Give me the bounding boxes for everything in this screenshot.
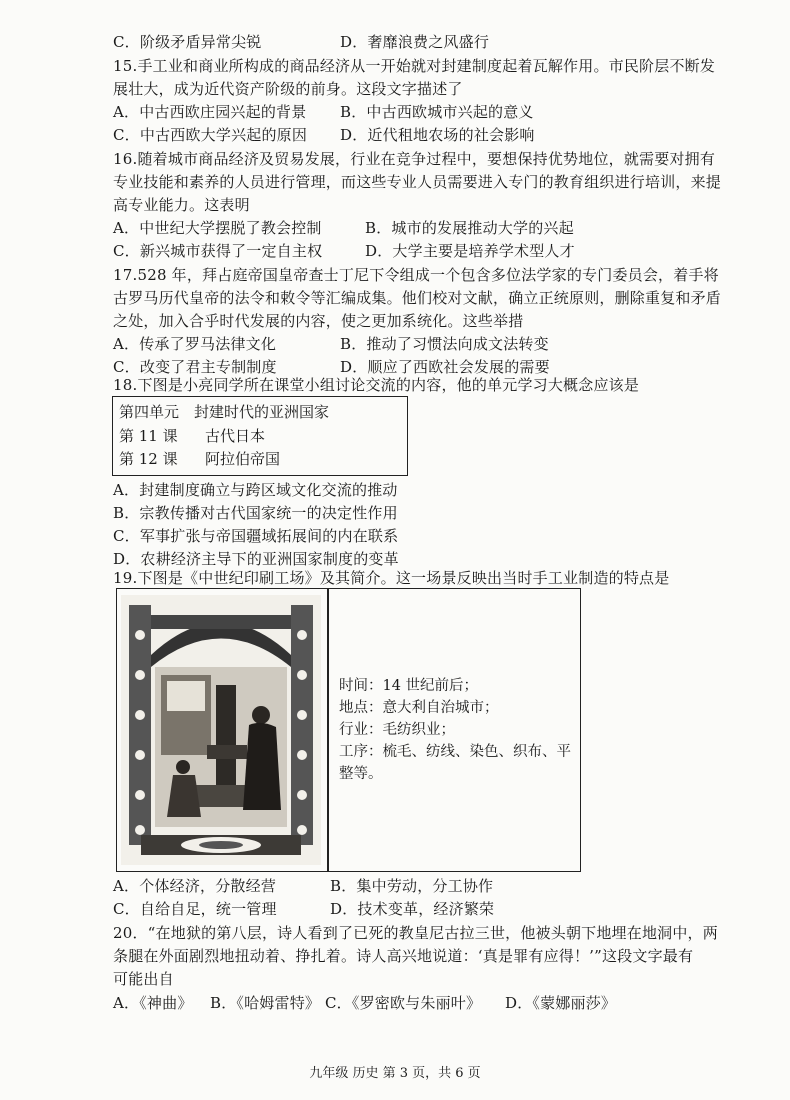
q16-stem-line1: 16.随着城市商品经济及贸易发展，行业在竞争过程中，要想保持优势地位，就需要对拥有 [113, 150, 716, 168]
q18-lesson-number: 第 11 课 [119, 427, 178, 445]
q15-option-a: A．中古西欧庄园兴起的背景 [113, 103, 307, 121]
q19-stem: 19.下图是《中世纪印刷工场》及其简介。这一场景反映出当时手工业制造的特点是 [113, 569, 670, 587]
q19-option-a: A．个体经济，分散经营 [113, 877, 277, 895]
q18-lesson-row [119, 449, 399, 469]
q15-stem-line1: 15.手工业和商业所构成的商品经济从一开始就对封建制度起着瓦解作用。市民阶层不断发 [113, 57, 716, 75]
q18-option-b: B．宗教传播对古代国家统一的决定性作用 [113, 504, 398, 522]
q16-stem-line3: 高专业能力。这表明 [113, 196, 250, 214]
q20-stem-line2: 条腿在外面剧烈地扭动着、挣扎着。诗人高兴地说道：‘真是罪有应得！’”这段文字最有 [113, 947, 694, 965]
q19-info-industry: 行业：毛纺织业； [339, 722, 455, 738]
page-footer: 九年级 历史 第 3 页，共 6 页 [309, 1066, 481, 1081]
q18-lesson-title: 古代日本 [205, 427, 266, 445]
q18-lesson-row [119, 426, 399, 446]
q16-stem-line2: 专业技能和素养的人员进行管理，而这些专业人员需要进入专门的教育组织进行培训，来提 [113, 173, 722, 191]
q20-option-a: A．《神曲》 [113, 994, 193, 1012]
q17-stem-line2: 古罗马历代皇帝的法令和敕令等汇编成集。他们校对文献，确立正统原则，删除重复和矛盾 [113, 289, 722, 307]
q18-option-c: C．军事扩张与帝国疆域拓展间的内在联系 [113, 527, 399, 545]
q20-option-b: B．《哈姆雷特》 [210, 994, 321, 1012]
q17-option-a: A．传承了罗马法律文化 [113, 335, 277, 353]
q17-option-c: C．改变了君主专制制度 [113, 358, 277, 376]
q19-option-b: B．集中劳动，分工协作 [330, 877, 494, 895]
q18-unit-title: 第四单元 封建时代的亚洲国家 [119, 403, 330, 421]
q20-option-d: D．《蒙娜丽莎》 [505, 994, 617, 1012]
q18-lesson-title: 阿拉伯帝国 [205, 450, 281, 468]
q19-info-process-cont: 整等。 [339, 766, 383, 782]
q19-info-process: 工序：梳毛、纺线、染色、织布、平 [339, 744, 571, 760]
q19-info-place: 地点：意大利自治城市； [339, 700, 499, 716]
q20-option-c: C．《罗密欧与朱丽叶》 [325, 994, 482, 1012]
q20-stem-line1: 20．“在地狱的第八层，诗人看到了已死的教皇尼古拉三世，他被头朝下地埋在地洞中，两 [113, 924, 718, 942]
q17-option-b: B．推动了习惯法向成文法转变 [340, 335, 549, 353]
q16-option-b: B．城市的发展推动大学的兴起 [365, 219, 574, 237]
q15-stem-line2: 展壮大，成为近代资产阶级的前身。这段文字描述了 [113, 80, 463, 98]
q19-info-time: 时间：14 世纪前后； [339, 678, 479, 694]
q14-option-c: C．阶级矛盾异常尖锐 [113, 33, 262, 51]
q17-stem-line1: 17.528 年，拜占庭帝国皇帝查士丁尼下令组成一个包含多位法学家的专门委员会，着手将 [113, 266, 719, 284]
q19-figure-box [116, 588, 581, 872]
q19-option-d: D．技术变革，经济繁荣 [330, 900, 495, 918]
q20-stem-line3: 可能出自 [113, 970, 174, 988]
q18-option-d: D．农耕经济主导下的亚洲国家制度的变革 [113, 550, 399, 568]
figure-divider [327, 589, 329, 871]
q18-option-a: A．封建制度确立与跨区域文化交流的推动 [113, 481, 398, 499]
q14-option-d: D．奢靡浪费之风盛行 [340, 33, 490, 51]
q18-unit-box [112, 396, 408, 476]
q15-option-b: B．中古西欧城市兴起的意义 [340, 103, 534, 121]
q15-option-d: D．近代租地农场的社会影响 [340, 126, 535, 144]
q18-lesson-number: 第 12 课 [119, 450, 178, 468]
printing-workshop-illustration [121, 595, 321, 865]
q18-stem: 18.下图是小亮同学所在课堂小组讨论交流的内容，他的单元学习大概念应该是 [113, 376, 640, 394]
q15-option-c: C．中古西欧大学兴起的原因 [113, 126, 308, 144]
q19-info-panel [339, 675, 573, 785]
q19-option-c: C．自给自足，统一管理 [113, 900, 277, 918]
q17-stem-line3: 之处，加入合乎时代发展的内容，使之更加系统化。这些举措 [113, 312, 524, 330]
q17-option-d: D．顺应了西欧社会发展的需要 [340, 358, 550, 376]
q16-option-a: A．中世纪大学摆脱了教会控制 [113, 219, 322, 237]
q16-option-d: D．大学主要是培养学术型人才 [365, 242, 575, 260]
q16-option-c: C．新兴城市获得了一定自主权 [113, 242, 323, 260]
